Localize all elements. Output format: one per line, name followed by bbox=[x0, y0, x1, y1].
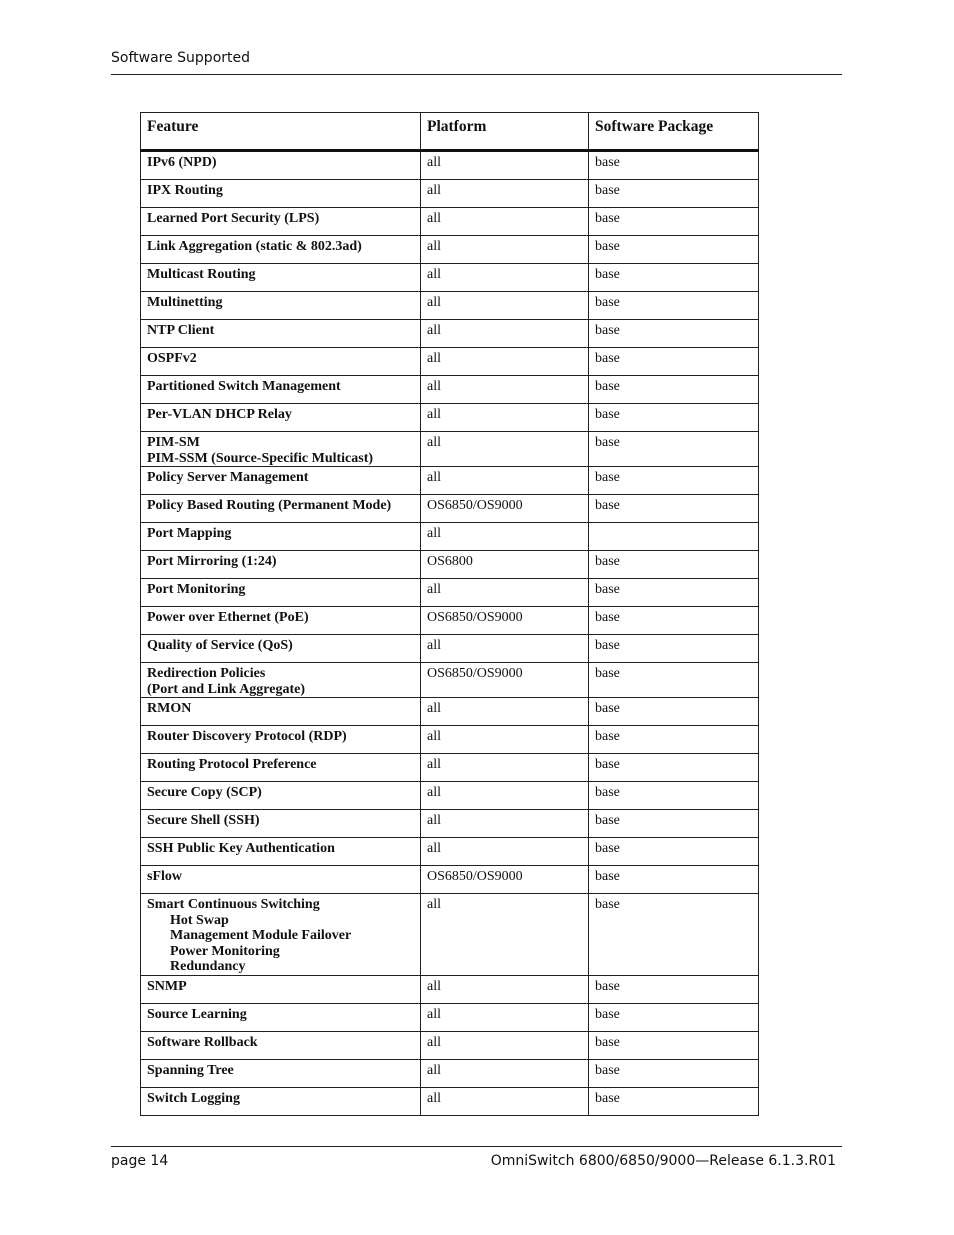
table-row bbox=[141, 180, 759, 208]
page-number: page 14 bbox=[111, 1153, 169, 1169]
platform-cell: all bbox=[421, 320, 589, 348]
software-package-cell: base bbox=[589, 348, 759, 376]
software-package-cell: base bbox=[589, 698, 759, 726]
feature-cell bbox=[141, 726, 421, 754]
feature-cell bbox=[141, 866, 421, 894]
software-package-cell bbox=[589, 523, 759, 551]
table-row bbox=[141, 810, 759, 838]
feature-name: sFlow bbox=[147, 869, 182, 884]
platform-cell: all bbox=[421, 523, 589, 551]
feature-name: Software Rollback bbox=[147, 1034, 258, 1050]
platform-cell: all bbox=[421, 180, 589, 208]
software-package-cell: base bbox=[589, 1087, 759, 1115]
software-package-cell: base bbox=[589, 894, 759, 976]
feature-cell bbox=[141, 1059, 421, 1087]
feature-cell bbox=[141, 635, 421, 663]
platform-cell: all bbox=[421, 404, 589, 432]
table-row bbox=[141, 782, 759, 810]
platform-cell: all bbox=[421, 1031, 589, 1059]
feature-sub-item: Management Module Failover bbox=[170, 928, 352, 943]
platform-cell: all bbox=[421, 782, 589, 810]
feature-cell bbox=[141, 292, 421, 320]
feature-name: PIM-SM PIM-SSM (Source-Specific Multicast) bbox=[147, 435, 374, 466]
feature-cell bbox=[141, 320, 421, 348]
table-body bbox=[141, 151, 759, 1116]
platform-cell: all bbox=[421, 698, 589, 726]
feature-name: Link Aggregation (static & 802.3ad) bbox=[147, 239, 362, 254]
software-package-cell: base bbox=[589, 495, 759, 523]
platform-cell: OS6850/OS9000 bbox=[421, 495, 589, 523]
feature-name: OSPFv2 bbox=[147, 351, 197, 366]
platform-cell: all bbox=[421, 467, 589, 495]
software-package-cell: base bbox=[589, 975, 759, 1003]
software-package-cell: base bbox=[589, 376, 759, 404]
platform-cell: OS6850/OS9000 bbox=[421, 663, 589, 698]
feature-name: Source Learning bbox=[147, 1006, 247, 1022]
software-package-cell: base bbox=[589, 551, 759, 579]
table-row bbox=[141, 208, 759, 236]
feature-cell bbox=[141, 348, 421, 376]
platform-cell: OS6850/OS9000 bbox=[421, 866, 589, 894]
feature-name: Learned Port Security (LPS) bbox=[147, 211, 320, 226]
feature-cell bbox=[141, 663, 421, 698]
platform-cell: all bbox=[421, 1003, 589, 1031]
software-package-cell: base bbox=[589, 1059, 759, 1087]
table-row bbox=[141, 151, 759, 180]
platform-cell: all bbox=[421, 1059, 589, 1087]
table-row bbox=[141, 320, 759, 348]
table-row bbox=[141, 467, 759, 495]
feature-name: Power over Ethernet (PoE) bbox=[147, 610, 309, 625]
table-row bbox=[141, 663, 759, 698]
software-package-cell: base bbox=[589, 151, 759, 180]
platform-cell: all bbox=[421, 838, 589, 866]
feature-name: Quality of Service (QoS) bbox=[147, 638, 293, 653]
feature-name: NTP Client bbox=[147, 323, 215, 338]
feature-name: Policy Server Management bbox=[147, 470, 309, 485]
feature-cell bbox=[141, 1031, 421, 1059]
table-row bbox=[141, 292, 759, 320]
software-package-cell: base bbox=[589, 236, 759, 264]
feature-cell bbox=[141, 376, 421, 404]
software-package-cell: base bbox=[589, 726, 759, 754]
feature-cell bbox=[141, 1003, 421, 1031]
table-row bbox=[141, 607, 759, 635]
feature-cell bbox=[141, 551, 421, 579]
feature-sub-item: Hot Swap bbox=[170, 912, 229, 928]
platform-cell: OS6850/OS9000 bbox=[421, 607, 589, 635]
software-package-cell: base bbox=[589, 810, 759, 838]
platform-cell: all bbox=[421, 975, 589, 1003]
feature-cell bbox=[141, 151, 421, 180]
table-row bbox=[141, 495, 759, 523]
software-package-cell: base bbox=[589, 754, 759, 782]
table-row bbox=[141, 866, 759, 894]
table-header bbox=[141, 113, 759, 151]
software-package-cell: base bbox=[589, 180, 759, 208]
feature-name: Port Mapping bbox=[147, 526, 232, 541]
platform-cell: all bbox=[421, 1087, 589, 1115]
platform-cell: all bbox=[421, 236, 589, 264]
feature-name: Port Monitoring bbox=[147, 582, 246, 597]
feature-name: Spanning Tree bbox=[147, 1062, 234, 1078]
feature-sub-item: Redundancy bbox=[170, 959, 246, 974]
feature-name: Redirection Policies (Port and Link Aggregate) bbox=[147, 666, 306, 697]
column-header-software-package: Software Package bbox=[589, 113, 759, 151]
feature-cell bbox=[141, 404, 421, 432]
table-row bbox=[141, 635, 759, 663]
platform-cell: all bbox=[421, 754, 589, 782]
software-package-cell: base bbox=[589, 579, 759, 607]
table-row bbox=[141, 376, 759, 404]
table-row bbox=[141, 754, 759, 782]
feature-cell bbox=[141, 782, 421, 810]
running-footer bbox=[111, 1146, 842, 1177]
table-row bbox=[141, 579, 759, 607]
table-row bbox=[141, 404, 759, 432]
platform-cell: all bbox=[421, 635, 589, 663]
platform-cell: all bbox=[421, 810, 589, 838]
table-row bbox=[141, 975, 759, 1003]
table-row bbox=[141, 726, 759, 754]
platform-cell: all bbox=[421, 151, 589, 180]
feature-name: Multinetting bbox=[147, 295, 223, 310]
platform-cell: all bbox=[421, 894, 589, 976]
platform-cell: all bbox=[421, 264, 589, 292]
feature-name: Policy Based Routing (Permanent Mode) bbox=[147, 498, 392, 513]
platform-cell: all bbox=[421, 579, 589, 607]
table-row bbox=[141, 432, 759, 467]
feature-name: Port Mirroring (1:24) bbox=[147, 554, 277, 569]
feature-name: Partitioned Switch Management bbox=[147, 379, 341, 394]
feature-name: SNMP bbox=[147, 978, 187, 994]
software-package-cell: base bbox=[589, 866, 759, 894]
feature-cell bbox=[141, 180, 421, 208]
table-row bbox=[141, 1031, 759, 1059]
software-package-cell: base bbox=[589, 467, 759, 495]
platform-cell: all bbox=[421, 726, 589, 754]
running-header bbox=[111, 50, 842, 75]
software-package-cell: base bbox=[589, 264, 759, 292]
feature-name: RMON bbox=[147, 701, 192, 716]
feature-name: Switch Logging bbox=[147, 1090, 240, 1106]
table-row bbox=[141, 523, 759, 551]
feature-name: Secure Copy (SCP) bbox=[147, 785, 262, 800]
feature-cell bbox=[141, 607, 421, 635]
feature-name: Routing Protocol Preference bbox=[147, 757, 317, 772]
software-package-cell: base bbox=[589, 432, 759, 467]
software-features-table bbox=[140, 112, 759, 1116]
feature-cell bbox=[141, 495, 421, 523]
feature-cell bbox=[141, 1087, 421, 1115]
feature-cell bbox=[141, 810, 421, 838]
platform-cell: all bbox=[421, 432, 589, 467]
table-row bbox=[141, 1059, 759, 1087]
feature-name: Secure Shell (SSH) bbox=[147, 813, 260, 828]
feature-cell bbox=[141, 467, 421, 495]
feature-cell bbox=[141, 264, 421, 292]
feature-name: Per-VLAN DHCP Relay bbox=[147, 407, 292, 422]
header-section-title: Software Supported bbox=[111, 50, 251, 66]
table-header-row bbox=[141, 113, 759, 151]
table-row bbox=[141, 698, 759, 726]
feature-name: IPv6 (NPD) bbox=[147, 155, 217, 170]
software-package-cell: base bbox=[589, 635, 759, 663]
feature-cell bbox=[141, 754, 421, 782]
feature-cell bbox=[141, 579, 421, 607]
table-row bbox=[141, 348, 759, 376]
table-row bbox=[141, 264, 759, 292]
feature-cell bbox=[141, 208, 421, 236]
feature-cell bbox=[141, 698, 421, 726]
platform-cell: all bbox=[421, 348, 589, 376]
table-row bbox=[141, 894, 759, 976]
platform-cell: all bbox=[421, 292, 589, 320]
software-package-cell: base bbox=[589, 663, 759, 698]
table-row bbox=[141, 551, 759, 579]
feature-cell bbox=[141, 432, 421, 467]
feature-name: Smart Continuous Switching bbox=[147, 897, 320, 912]
feature-cell bbox=[141, 236, 421, 264]
software-package-cell: base bbox=[589, 208, 759, 236]
feature-name: Multicast Routing bbox=[147, 267, 256, 282]
platform-cell: OS6800 bbox=[421, 551, 589, 579]
software-package-cell: base bbox=[589, 1003, 759, 1031]
software-package-cell: base bbox=[589, 782, 759, 810]
column-header-feature: Feature bbox=[141, 113, 421, 151]
platform-cell: all bbox=[421, 376, 589, 404]
feature-cell bbox=[141, 894, 421, 976]
table-row bbox=[141, 838, 759, 866]
table-row bbox=[141, 1003, 759, 1031]
product-release: OmniSwitch 6800/6850/9000—Release 6.1.3.R01 bbox=[490, 1153, 836, 1169]
software-package-cell: base bbox=[589, 838, 759, 866]
feature-sub-item: Power Monitoring bbox=[170, 943, 280, 959]
software-package-cell: base bbox=[589, 292, 759, 320]
feature-cell bbox=[141, 975, 421, 1003]
column-header-platform: Platform bbox=[421, 113, 589, 151]
table-row bbox=[141, 236, 759, 264]
software-package-cell: base bbox=[589, 320, 759, 348]
feature-name: SSH Public Key Authentication bbox=[147, 841, 335, 856]
platform-cell: all bbox=[421, 208, 589, 236]
feature-cell bbox=[141, 838, 421, 866]
feature-cell bbox=[141, 523, 421, 551]
software-package-cell: base bbox=[589, 1031, 759, 1059]
feature-name: Router Discovery Protocol (RDP) bbox=[147, 729, 347, 744]
table-row bbox=[141, 1087, 759, 1115]
software-package-cell: base bbox=[589, 404, 759, 432]
software-package-cell: base bbox=[589, 607, 759, 635]
feature-name: IPX Routing bbox=[147, 183, 223, 198]
